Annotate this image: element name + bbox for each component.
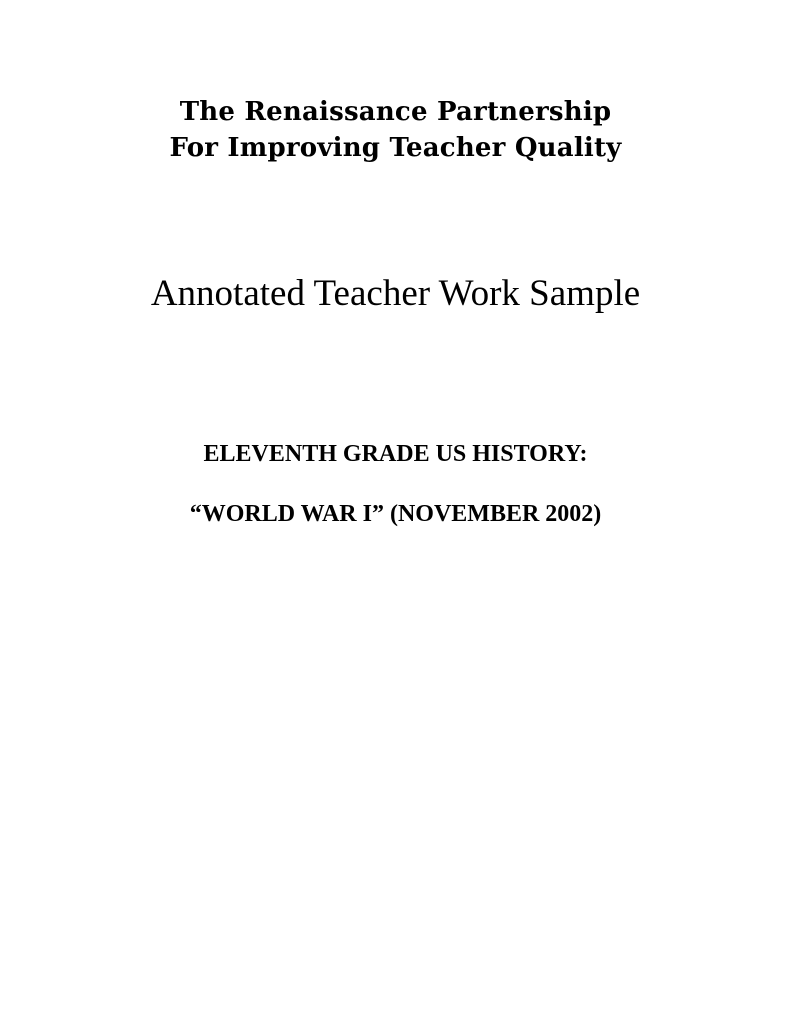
organization-name-line-2: For Improving Teacher Quality — [169, 133, 622, 163]
organization-name-line-1: The Renaissance Partnership — [179, 97, 612, 127]
unit-title-heading: “WORLD WAR I” (NOVEMBER 2002) — [189, 501, 602, 527]
course-subject-heading: ELEVENTH GRADE US HISTORY: — [203, 441, 588, 467]
document-title: Annotated Teacher Work Sample — [150, 273, 641, 314]
